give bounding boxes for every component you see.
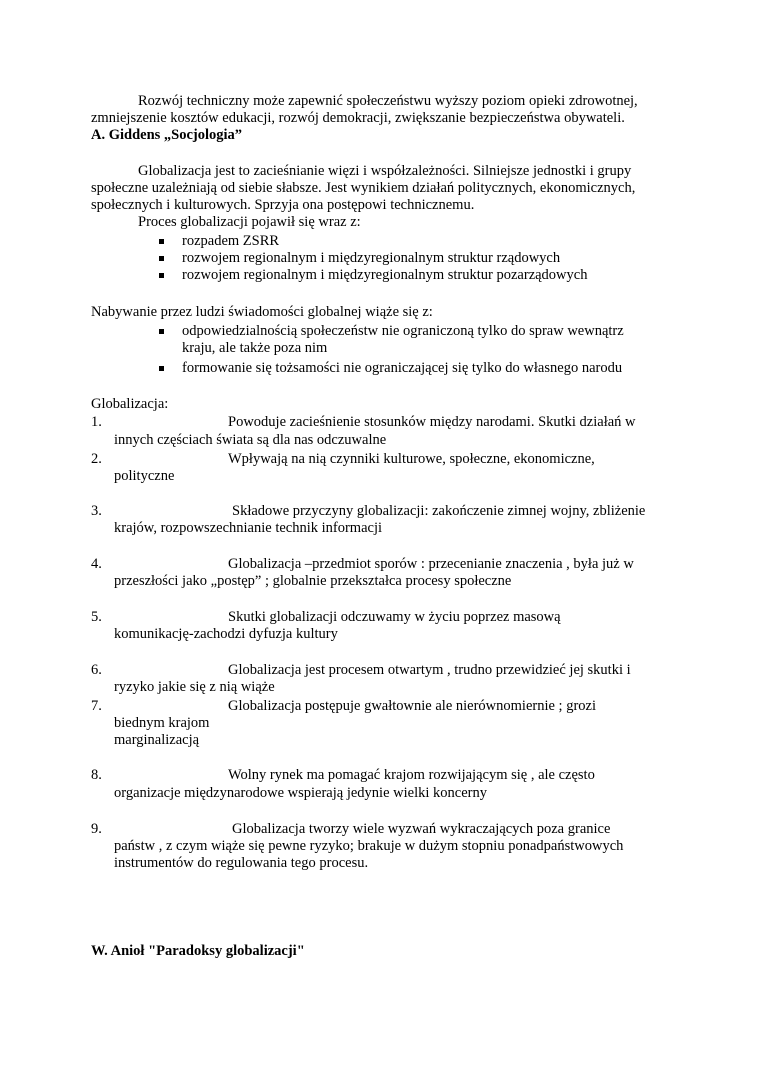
list-item-9-line-1: Globalizacja tworzy wiele wyzwań wykraczających poza granice: [232, 821, 611, 837]
process-bullet-2: rozwojem regionalnym i międzyregionalnym struktur rządowych: [182, 250, 561, 266]
def-line-2: społeczne uzależniają od siebie słabsze. Jest wynikiem działań politycznych, ekonomicznych,: [91, 180, 636, 196]
intro-line-2: zmniejszenie kosztów edukacji, rozwój demokracji, zwiększanie bezpieczeństwa obywateli.: [91, 110, 625, 126]
list-heading: Globalizacja:: [91, 396, 169, 412]
list-item-9-line-2: państw , z czym wiąże się pewne ryzyko; brakuje w dużym stopniu ponadpaństwowych: [114, 838, 624, 854]
list-item-6-line-2: ryzyko jakie się z nią wiąże: [114, 679, 275, 695]
list-item-1-line-2: innych częściach świata są dla nas odczuwalne: [114, 432, 387, 448]
bullet-icon: [159, 329, 164, 334]
list-item-7-line-2: biednym krajom: [114, 715, 210, 731]
list-item-4-line-2: przeszłości jako „postęp” ; globalnie przekształca procesy społeczne: [114, 573, 512, 589]
list-item-6-line-1: Globalizacja jest procesem otwartym , trudno przewidzieć jej skutki i: [228, 662, 631, 678]
def-line-3: społecznych i kulturowych. Sprzyja ona postępowi technicznemu.: [91, 197, 475, 213]
process-bullet-3: rozwojem regionalnym i międzyregionalnym struktur pozarządowych: [182, 267, 588, 283]
list-item-7-line-1: Globalizacja postępuje gwałtownie ale nierównomiernie ; grozi: [228, 698, 597, 714]
process-intro: Proces globalizacji pojawił się wraz z:: [138, 214, 361, 230]
def-line-1: Globalizacja jest to zacieśnianie więzi i współzależności. Silniejsze jednostki i grupy: [138, 163, 632, 179]
bullet-icon: [159, 273, 164, 278]
bullet-icon: [159, 366, 164, 371]
list-item-8-line-1: Wolny rynek ma pomagać krajom rozwijającym się , ale często: [228, 767, 595, 783]
list-item-number: 9.: [91, 821, 102, 837]
list-item-1-line-1: Powoduje zacieśnienie stosunków między narodami. Skutki działań w: [228, 414, 636, 430]
awareness-bullet-2: formowanie się tożsamości nie ograniczającej się tylko do własnego narodu: [182, 360, 623, 376]
awareness-bullet-1-line-2: kraju, ale także poza nim: [182, 340, 328, 356]
list-item-number: 3.: [91, 503, 102, 519]
intro-line-1: Rozwój techniczny może zapewnić społeczeństwu wyższy poziom opieki zdrowotnej,: [138, 93, 638, 109]
list-item-5-line-2: komunikację-zachodzi dyfuzja kultury: [114, 626, 338, 642]
bullet-icon: [159, 256, 164, 261]
list-item-number: 4.: [91, 556, 102, 572]
list-item-8-line-2: organizacje międzynarodowe wspierają jedynie wielki koncerny: [114, 785, 487, 801]
list-item-9-line-3: instrumentów do regulowania tego procesu.: [114, 855, 369, 871]
intro-source: A. Giddens „Socjologia”: [91, 127, 243, 143]
list-item-3-line-1: Składowe przyczyny globalizacji: zakończenie zimnej wojny, zbliżenie: [232, 503, 646, 519]
list-item-number: 1.: [91, 414, 102, 430]
list-item-7-line-3: marginalizacją: [114, 732, 200, 748]
list-item-number: 8.: [91, 767, 102, 783]
footer-source: W. Anioł "Paradoksy globalizacji": [91, 943, 305, 959]
list-item-2-line-2: polityczne: [114, 468, 175, 484]
awareness-bullet-1-line-1: odpowiedzialnością społeczeństw nie ograniczoną tylko do spraw wewnątrz: [182, 323, 624, 339]
list-item-3-line-2: krajów, rozpowszechnianie technik informacji: [114, 520, 383, 536]
list-item-5-line-1: Skutki globalizacji odczuwamy w życiu poprzez masową: [228, 609, 561, 625]
awareness-intro: Nabywanie przez ludzi świadomości globalnej wiąże się z:: [91, 304, 433, 320]
list-item-number: 2.: [91, 451, 102, 467]
list-item-number: 5.: [91, 609, 102, 625]
list-item-2-line-1: Wpływają na nią czynniki kulturowe, społeczne, ekonomiczne,: [228, 451, 595, 467]
list-item-number: 6.: [91, 662, 102, 678]
list-item-4-line-1: Globalizacja –przedmiot sporów : przecenianie znaczenia , była już w: [228, 556, 634, 572]
list-item-number: 7.: [91, 698, 102, 714]
bullet-icon: [159, 239, 164, 244]
process-bullet-1: rozpadem ZSRR: [182, 233, 280, 249]
